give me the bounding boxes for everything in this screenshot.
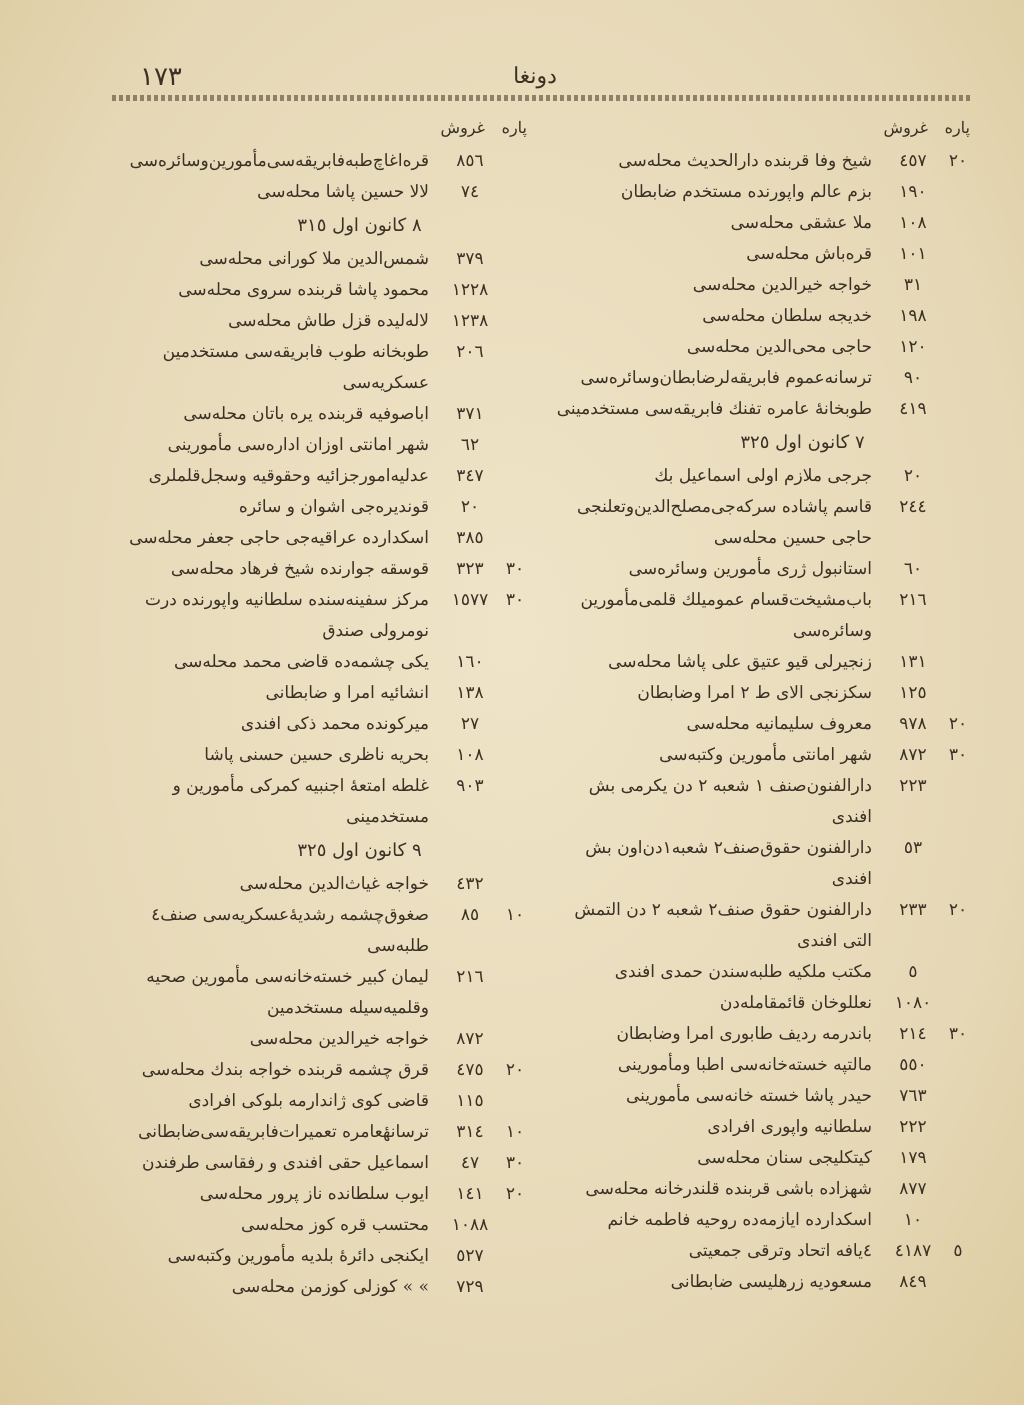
para-amount: ٢٠ (948, 151, 968, 171)
qurush-amount: ٢٠ (903, 466, 923, 486)
qurush-amount: ٢٠ (460, 497, 480, 517)
qurush-amount: ٨٥٦ (456, 151, 484, 171)
qurush-amount: ٤١٩ (899, 399, 927, 419)
entry-text: غلطه امتعهٔ اجنبیه کمرکی مأمورین و مستخدمینی (172, 776, 429, 827)
qurush-amount: ٨٥ (460, 905, 480, 925)
page-number: ١٧٣ (140, 62, 182, 92)
entry-text: اسکدارده ایازمه‌ده روحیه فاطمه خانم (607, 1210, 872, 1230)
ledger-row (112, 492, 527, 523)
qurush-amount: ٧٦٣ (899, 1086, 927, 1106)
para-amount: ٢٠ (505, 1060, 525, 1080)
ledger-row (555, 270, 970, 301)
entry-text: نعللوخان قائمقامله‌دن (719, 993, 872, 1013)
ledger-row (555, 1205, 970, 1236)
para-amount: ٣٠ (505, 590, 525, 610)
ledger-row (555, 1267, 970, 1298)
ledger-row (112, 962, 527, 1024)
ledger-row (555, 895, 970, 957)
ledger-row (555, 1174, 970, 1205)
para-amount: ٢٠ (948, 714, 968, 734)
qurush-amount: ٣١ (903, 275, 923, 295)
ledger-row (555, 332, 970, 363)
qurush-amount: ٨٤٩ (899, 1272, 927, 1292)
entry-text: ایوب سلطانده ناز پرور محله‌سی (199, 1184, 429, 1204)
left-column (112, 118, 527, 1303)
qurush-header: غروش (440, 118, 485, 137)
ledger-row (555, 1143, 970, 1174)
qurush-amount: ١٢٥ (899, 683, 927, 703)
entry-text: حیدر پاشا خسته خانه‌سی مأمورینی (625, 1086, 872, 1106)
ledger-row (112, 1272, 527, 1303)
qurush-amount: ٦٠ (903, 559, 923, 579)
ledger-row (555, 239, 970, 270)
entry-text: جرجی ملازم اولی اسماعیل بك (654, 466, 872, 486)
ledger-row (112, 306, 527, 337)
qurush-amount: ١٢٠ (899, 337, 927, 357)
entry-text: لیمان کبیر خسته‌خانه‌سی مأمورین صحیه وقلمیه‌سیله مستخدمین (146, 967, 429, 1018)
qurush-amount: ٢١٤ (899, 1024, 927, 1044)
ledger-row (112, 678, 527, 709)
qurush-amount: ١٠٨٨ (451, 1215, 489, 1235)
qurush-amount: ١٠١ (899, 244, 927, 264)
entry-text: » » کوزلی کوزمن محله‌سی (231, 1277, 429, 1297)
ledger-row (112, 771, 527, 833)
qurush-amount: ١١٥ (456, 1091, 484, 1111)
entry-text: اباصوفیه قربنده یره باتان محله‌سی (183, 404, 429, 424)
entry-text: مکتب ملکیه طلبه‌سندن حمدی افندی (614, 962, 872, 982)
ledger-row (555, 678, 970, 709)
ledger-row (112, 430, 527, 461)
ledger-row (555, 833, 970, 895)
ledger-row (555, 1112, 970, 1143)
entry-text: لاله‌لیده قزل طاش محله‌سی (228, 311, 429, 331)
qurush-amount: ٢٢٢ (899, 1117, 927, 1137)
para-amount: ١٠ (505, 1122, 525, 1142)
qurush-amount: ٣٢٣ (456, 559, 484, 579)
header-rule (112, 95, 972, 101)
ledger-row (112, 461, 527, 492)
ledger-row (112, 869, 527, 900)
entry-text: سلطانیه واپوری افرادی (707, 1117, 872, 1137)
para-amount: ٥ (953, 1241, 963, 1261)
entry-text: زنجیرلی قیو عتیق علی پاشا محله‌سی (608, 652, 872, 672)
ledger-row (112, 177, 527, 208)
ledger-row (112, 1241, 527, 1272)
qurush-amount: ١٠٨ (899, 213, 927, 233)
ledger-row (112, 244, 527, 275)
entry-text: صغوق‌چشمه رشدیهٔ‌عسکریه‌سی صنف٤ طلبه‌سی (151, 905, 429, 956)
qurush-amount: ٣٧٩ (456, 249, 484, 269)
column-header (555, 118, 970, 146)
entry-text: قوسقه جوارنده شیخ فرهاد محله‌سی (170, 559, 429, 579)
ledger-row (555, 301, 970, 332)
ledger-row (555, 1236, 970, 1267)
date-heading: ٩ کانون اول ٣٢٥ (297, 840, 422, 861)
qurush-amount: ١٢٣٨ (451, 311, 489, 331)
entry-text: ترسانهٔعامره تعمیرات‌فابریقه‌سی‌ضابطانی (138, 1122, 429, 1142)
qurush-amount: ١٣١ (899, 652, 927, 672)
qurush-amount: ٩٧٨ (899, 714, 927, 734)
ledger-row (555, 394, 970, 425)
entry-text: قره‌باش محله‌سی (746, 244, 872, 264)
para-amount: ٣٠ (948, 745, 968, 765)
ledger-row (112, 647, 527, 678)
ledger-row (555, 1050, 970, 1081)
entry-text: بزم عالم واپورنده مستخدم ضابطان (620, 182, 872, 202)
qurush-amount: ٨٧٧ (899, 1179, 927, 1199)
para-amount: ٢٠ (505, 1184, 525, 1204)
entry-text: خواجه غیاث‌الدین محله‌سی (239, 874, 429, 894)
entry-text: شهزاده باشی قربنده قلندرخانه محله‌سی (585, 1179, 872, 1199)
qurush-amount: ١٠٨٠ (894, 993, 932, 1013)
entry-text: طوبخانه طوب فابریقه‌سی مستخدمین عسکریه‌سی (162, 342, 429, 393)
entry-text: انشائیه امرا و ضابطانی (265, 683, 429, 703)
qurush-amount: ٢١٦ (456, 967, 484, 987)
ledger-row (555, 177, 970, 208)
ledger-row (555, 1019, 970, 1050)
ledger-row (555, 461, 970, 492)
ledger-row (112, 146, 527, 177)
qurush-amount: ٢٠٦ (456, 342, 484, 362)
ledger-row (555, 647, 970, 678)
entry-text: ٤یافه اتحاد وترقی جمعیتی (688, 1241, 872, 1261)
ledger-row (555, 146, 970, 177)
qurush-amount: ٢١٦ (899, 590, 927, 610)
entry-text: استانبول ژری مأمورین وسائره‌سی (628, 559, 872, 579)
entry-text: یکی چشمه‌ده قاضی محمد محله‌سی (174, 652, 429, 672)
qurush-amount: ١٠ (903, 1210, 923, 1230)
column-header (112, 118, 527, 146)
entry-text: قاسم پاشاده سرکه‌جی‌مصلح‌الدین‌وتعلنجی حاجی حسین محله‌سی (577, 497, 872, 548)
qurush-amount: ٥ (908, 962, 918, 982)
entry-text: دارالفنون‌صنف ١ شعبه ٢ دن یکرمی بش افندی (588, 776, 872, 827)
entry-text: عدلیه‌امورجزائیه وحقوقیه وسجل‌قلملری (148, 466, 429, 486)
right-column (555, 118, 970, 1298)
ledger-row (112, 585, 527, 647)
para-amount: ١٠ (505, 905, 525, 925)
ledger-row (555, 1081, 970, 1112)
qurush-amount: ٣١٤ (456, 1122, 484, 1142)
qurush-amount: ٥٢٧ (456, 1246, 484, 1266)
qurush-amount: ٤٧ (460, 1153, 480, 1173)
qurush-amount: ٤٥٧ (899, 151, 927, 171)
entry-text: ملا عشقی محله‌سی (730, 213, 872, 233)
qurush-amount: ٨٧٢ (899, 745, 927, 765)
para-header: پاره (501, 118, 527, 137)
ledger-row (555, 363, 970, 394)
entry-text: میرکونده محمد ذکی افندی (240, 714, 429, 734)
ledger-row (112, 709, 527, 740)
qurush-amount: ٤٧٥ (456, 1060, 484, 1080)
para-header: پاره (944, 118, 970, 137)
entry-text: خواجه خیرالدین محله‌سی (692, 275, 872, 295)
date-heading: ٨ کانون اول ٣١٥ (297, 215, 422, 236)
ledger-row (555, 740, 970, 771)
entry-text: ترسانه‌عموم فابریقه‌لرضابطان‌وسائره‌سی (580, 368, 872, 388)
ledger-row (555, 771, 970, 833)
qurush-amount: ١٩٨ (899, 306, 927, 326)
qurush-amount: ١٠٨ (456, 745, 484, 765)
qurush-amount: ٧٢٩ (456, 1277, 484, 1297)
ledger-row (555, 208, 970, 239)
ledger-row (555, 585, 970, 647)
entry-text: باندرمه ردیف طابوری امرا وضابطان (616, 1024, 872, 1044)
entry-text: شیخ وفا قربنده دارالحدیث محله‌سی (618, 151, 872, 171)
ledger-row (112, 275, 527, 306)
entry-text: باب‌مشیخت‌قسام عمومیلك قلمی‌مأمورین وسائره‌سی (580, 590, 872, 641)
qurush-amount: ١٥٧٧ (451, 590, 489, 610)
qurush-amount: ٩٠ (903, 368, 923, 388)
entry-text: ایکنجی دائرهٔ بلدیه مأمورین وکتبه‌سی (167, 1246, 429, 1266)
qurush-amount: ٥٣ (903, 838, 923, 858)
para-amount: ٣٠ (505, 559, 525, 579)
qurush-amount: ١٧٩ (899, 1148, 927, 1168)
entry-text: لالا حسین پاشا محله‌سی (257, 182, 429, 202)
entry-text: سکزنجی الای ط ٢ امرا وضابطان (637, 683, 872, 703)
qurush-amount: ١٩٠ (899, 182, 927, 202)
qurush-amount: ٥٥٠ (899, 1055, 927, 1075)
date-heading: ٧ کانون اول ٣٢٥ (740, 432, 865, 453)
entry-text: شهر امانتی اوزان اداره‌سی مأمورینی (167, 435, 429, 455)
ledger-row (112, 1117, 527, 1148)
entry-text: بحریه ناظری حسین حسنی پاشا (204, 745, 429, 765)
ledger-row (112, 1210, 527, 1241)
entry-text: قرق چشمه قربنده خواجه بندك محله‌سی (141, 1060, 429, 1080)
entry-text: قوندیره‌جی اشوان و سائره (238, 497, 429, 517)
page-header (0, 60, 1024, 100)
ledger-row (555, 709, 970, 740)
entry-text: محمود پاشا قربنده سروی محله‌سی (178, 280, 429, 300)
entry-text: کیتکلیجی سنان محله‌سی (697, 1148, 872, 1168)
entry-text: شهر امانتی مأمورین وکتبه‌سی (659, 745, 872, 765)
entry-text: خواجه خیرالدین محله‌سی (249, 1029, 429, 1049)
ledger-row (112, 554, 527, 585)
ledger-row (112, 740, 527, 771)
qurush-amount: ٣٨٥ (456, 528, 484, 548)
entry-text: قره‌اغاچ‌طبه‌فابریقه‌سی‌مأمورین‌وسائره‌سی (129, 151, 429, 171)
para-amount: ٢٠ (948, 900, 968, 920)
entry-text: دارالفنون حقوق صنف٢ شعبه ٢ دن التمش التی افندی (574, 900, 872, 951)
para-amount: ٣٠ (505, 1153, 525, 1173)
qurush-amount: ٨٧٢ (456, 1029, 484, 1049)
ledger-row (555, 988, 970, 1019)
ledger-row (112, 337, 527, 399)
entry-text: اسماعیل حقی افندی و رفقاسی طرفندن (142, 1153, 429, 1173)
ledger-row (112, 1024, 527, 1055)
qurush-amount: ١٦٠ (456, 652, 484, 672)
entry-text: مالتپه خسته‌خانه‌سی اطبا ومأمورینی (617, 1055, 872, 1075)
ledger-row (112, 1148, 527, 1179)
entry-text: مسعودیه زرهلیسی ضابطانی (670, 1272, 872, 1292)
ledger-row (555, 957, 970, 988)
entry-text: طوبخانهٔ عامره تفنك فابریقه‌سی مستخدمینی (556, 399, 872, 419)
entry-text: حاجی محی‌الدین محله‌سی (686, 337, 872, 357)
ledger-row (112, 523, 527, 554)
running-title: دونغا (513, 64, 557, 89)
ledger-row (112, 900, 527, 962)
qurush-amount: ٣٤٧ (456, 466, 484, 486)
qurush-amount: ١٣٨ (456, 683, 484, 703)
ledger-row (112, 1055, 527, 1086)
entry-text: مرکز سفینه‌سنده سلطانیه واپورنده درت نومرولی صندق (145, 590, 429, 641)
entry-text: محتسب قره کوز محله‌سی (240, 1215, 429, 1235)
para-amount: ٣٠ (948, 1024, 968, 1044)
ledger-row (112, 399, 527, 430)
qurush-amount: ٤٣٢ (456, 874, 484, 894)
ledger-row (112, 1179, 527, 1210)
entry-text: معروف سلیمانیه محله‌سی (686, 714, 872, 734)
ledger-row (555, 492, 970, 554)
qurush-amount: ٦٢ (460, 435, 480, 455)
qurush-amount: ٩٠٣ (456, 776, 484, 796)
qurush-header: غروش (883, 118, 928, 137)
qurush-amount: ٧٤ (460, 182, 480, 202)
qurush-amount: ١٢٢٨ (451, 280, 489, 300)
ledger-row (555, 554, 970, 585)
entry-text: قاضی کوی ژاندارمه بلوکی افرادی (188, 1091, 429, 1111)
entry-text: دارالفنون حقوق‌صنف٢ شعبه١دن‌اون بش افندی (585, 838, 872, 889)
qurush-amount: ١٤١ (456, 1184, 484, 1204)
entry-text: خدیجه سلطان محله‌سی (702, 306, 872, 326)
qurush-amount: ٢٧ (460, 714, 480, 734)
qurush-amount: ٢٢٣ (899, 776, 927, 796)
qurush-amount: ٣٧١ (456, 404, 484, 424)
qurush-amount: ٢٣٣ (899, 900, 927, 920)
qurush-amount: ٢٤٤ (899, 497, 927, 517)
entry-text: شمس‌الدین ملا کورانی محله‌سی (199, 249, 429, 269)
ledger-row (112, 1086, 527, 1117)
qurush-amount: ٤١٨٧ (894, 1241, 932, 1261)
entry-text: اسکدارده عراقیه‌جی حاجی جعفر محله‌سی (129, 528, 429, 548)
